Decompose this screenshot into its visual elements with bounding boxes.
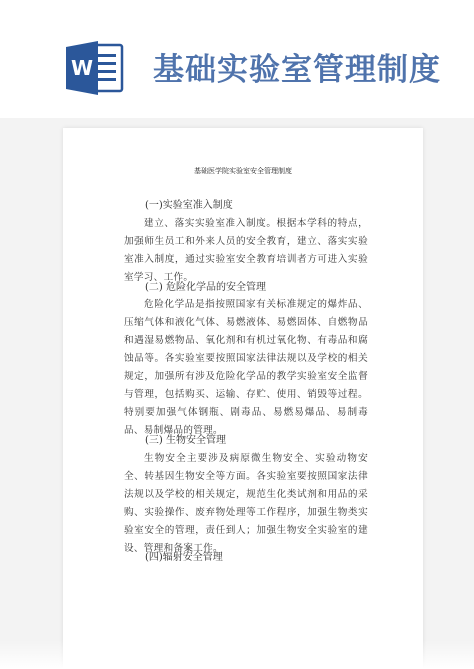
- section-title: (四)辐射安全管理: [145, 552, 223, 563]
- page-title: 基础实验室管理制度: [153, 52, 441, 88]
- header-banner: [0, 0, 474, 118]
- document-page: [63, 128, 423, 669]
- section-paragraph: 建立、落实实验室准入制度。根据本学科的特点，加强师生员工和外来人员的安全教育，建立、落实实验室准入制度，通过实验室安全教育培训者方可进入实验室学习、工作。: [124, 218, 368, 283]
- section-paragraph: 危险化学品是指按照国家有关标准规定的爆炸品、压缩气体和液化气体、易燃液体、易燃固体、自燃物品和遇湿易燃物品、氧化剂和有机过氧化物、有毒品和腐蚀品等。各实验室要按照国家法律法规以及学校的相关规定，加强所有涉及危险化学品的教学实验室安全监督与管理，包括购买、运输、存贮、使用、销毁等过程。特别要加强气体钢瓶、剧毒品、易燃易爆品、易制毒品、易制爆品的管理。: [124, 299, 368, 436]
- section-title: (二) 危险化学品的安全管理: [145, 282, 266, 293]
- svg-text:W: W: [70, 56, 94, 80]
- page-fade: [0, 640, 474, 669]
- section-title: (三) 生物安全管理: [145, 435, 226, 446]
- microsoft-word-icon: [64, 37, 126, 99]
- section-title: (一)实验室准入制度: [145, 200, 233, 211]
- document-heading: 基础医学院实验室安全管理制度: [194, 167, 292, 175]
- section-paragraph: 生物安全主要涉及病原微生物安全、实验动物安全、转基因生物安全等方面。各实验室要按照国家法律法规以及学校的相关规定，规范生化类试剂和用品的采购、实验操作、废弃物处理等工作程序，加强生物类实验室安全的管理，责任到人；加强生物安全实验室的建设、管理和备案工作。: [124, 453, 368, 554]
